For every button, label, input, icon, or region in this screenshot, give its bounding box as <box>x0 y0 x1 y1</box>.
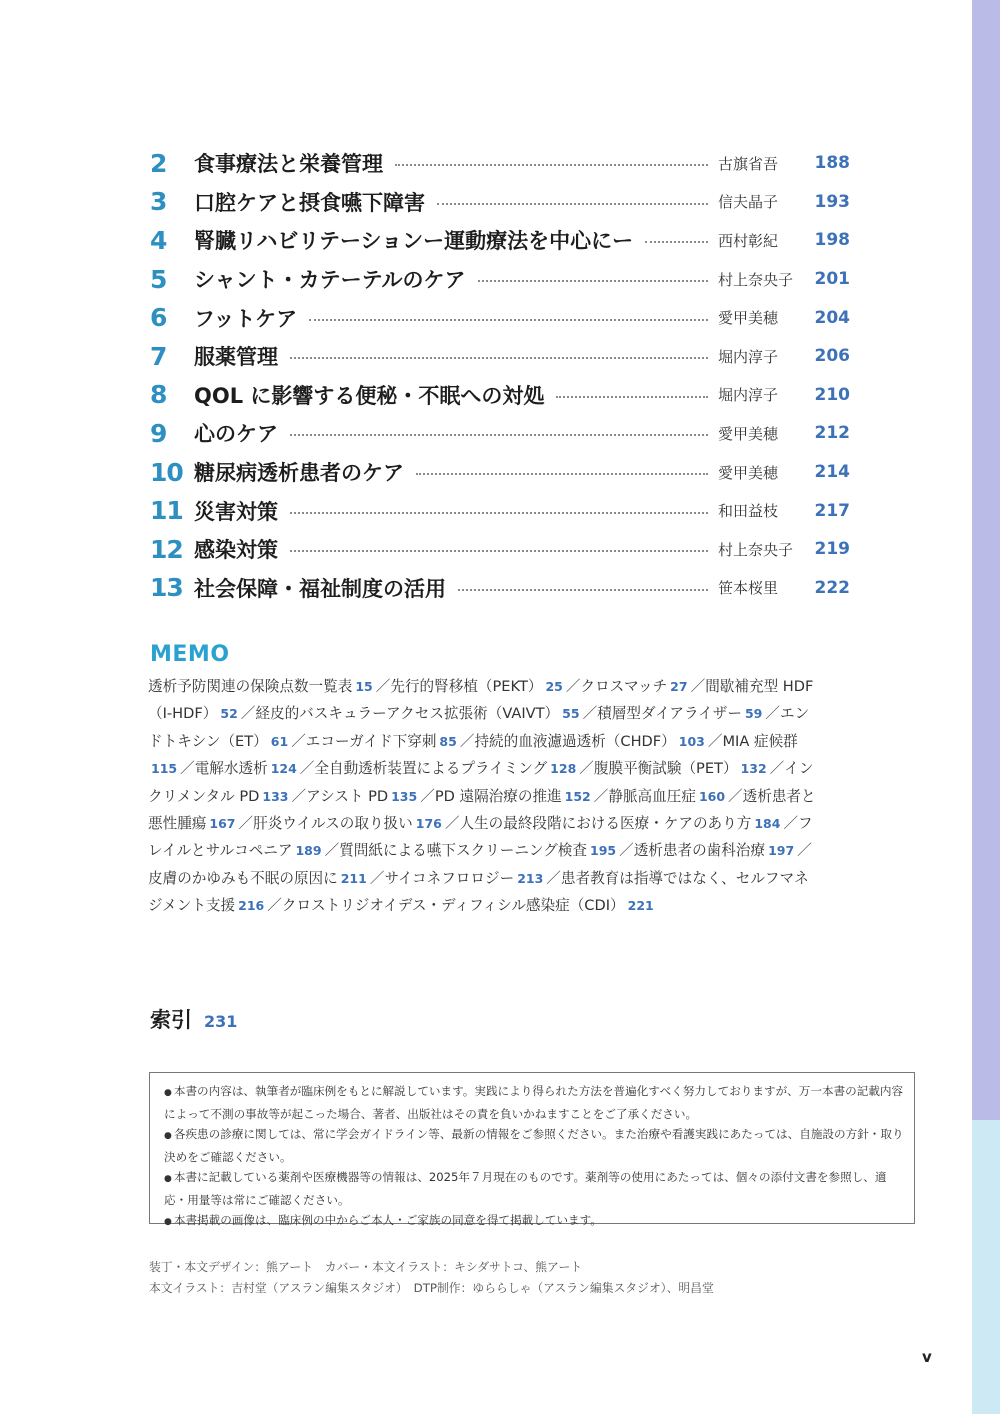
notice-text: 本書の内容は、執筆者が臨床例をもとに解説しています。実践により得られた方法を普遍化すべく努力しておりますが、万一本書の記載内容によって不測の事故等が起こった場合、著者、出版社はその責を負いかねますことをご了承ください。 <box>164 1084 904 1121</box>
memo-item-text: アシスト PD <box>306 787 389 805</box>
memo-item[interactable] <box>148 870 370 887</box>
toc-author: 和田益枝 <box>718 502 779 521</box>
memo-item-text: 質問紙による嚥下スクリーニング検査 <box>339 842 587 860</box>
toc-title: フットケア <box>194 306 298 331</box>
toc-title: 口腔ケアと摂食嚥下障害 <box>194 190 425 215</box>
toc-number: 11 <box>150 496 183 526</box>
toc-page-number: 204 <box>814 307 850 328</box>
toc-title: 腎臓リハビリテーションー運動療法を中心にー <box>194 229 634 254</box>
toc-row[interactable] <box>150 569 850 608</box>
memo-item[interactable] <box>306 733 460 750</box>
memo-item-page: 167 <box>209 816 236 832</box>
memo-item[interactable] <box>580 678 690 695</box>
memo-item-text: 先行的腎移植（PEKT） <box>390 678 543 695</box>
toc-author: 愛甲美穂 <box>718 463 779 482</box>
toc-page-number: 188 <box>814 153 850 174</box>
memo-separator: ／ <box>582 705 598 723</box>
memo-separator: ／ <box>783 815 799 833</box>
memo-item-text: 積層型ダイアライザー <box>597 705 742 723</box>
memo-item-text: PD 遠隔治療の推進 <box>434 787 562 805</box>
memo-list <box>148 673 820 920</box>
toc-row[interactable] <box>150 530 850 569</box>
memo-separator: ／ <box>579 760 594 778</box>
toc-row[interactable] <box>150 183 850 222</box>
dot-leader <box>645 241 708 243</box>
memo-item[interactable] <box>474 733 707 750</box>
toc-page-number: 212 <box>814 423 850 444</box>
memo-item-page: 25 <box>545 679 563 694</box>
notice-text: 本書に記載している薬剤や医療機器等の情報は、2025年７月現在のものです。薬剤等の使用にあたっては、個々の添付文書を参照し、適応・用量等は常にご確認ください。 <box>164 1170 887 1207</box>
bullet-icon: ● <box>164 1088 172 1098</box>
toc-author: 西村彰紀 <box>718 231 779 250</box>
memo-item-page: 59 <box>744 706 763 722</box>
side-tab-lavender <box>972 0 1000 1120</box>
memo-item[interactable] <box>339 842 619 859</box>
toc-number: 9 <box>150 418 167 448</box>
dot-leader <box>556 396 708 398</box>
memo-item-text: 透析患者と悪性腫瘍 <box>148 787 816 833</box>
memo-item-text: 腹膜平衡試験（PET） <box>593 760 738 778</box>
toc-author: 堀内淳子 <box>718 347 779 366</box>
toc-number: 6 <box>150 303 167 333</box>
dot-leader <box>290 357 708 359</box>
memo-separator: ／ <box>240 705 256 723</box>
notice-text: 本書掲載の画像は、臨床例の中からご本人・ご家族の同意を得て掲載しています。 <box>173 1213 602 1227</box>
toc-number: 2 <box>150 148 167 178</box>
memo-item[interactable] <box>634 842 797 859</box>
dot-leader <box>437 203 708 205</box>
toc-author: 笹本桜里 <box>718 579 779 598</box>
memo-separator: ／ <box>546 869 561 887</box>
side-tab-light-blue <box>972 1120 1000 1414</box>
memo-item-page: 160 <box>698 788 726 804</box>
toc-title: 感染対策 <box>194 538 278 563</box>
memo-item-text: 間歇補充型 HDF（I-HDF） <box>148 678 814 723</box>
memo-separator: ／ <box>728 787 743 805</box>
memo-item-page: 221 <box>627 898 654 914</box>
memo-separator: ／ <box>291 732 306 750</box>
memo-separator: ／ <box>420 787 435 805</box>
toc-page-number: 210 <box>814 384 850 405</box>
toc-number: 10 <box>150 457 183 487</box>
dot-leader <box>416 473 708 475</box>
toc-row[interactable] <box>150 414 850 453</box>
page-number: v <box>922 1348 932 1366</box>
memo-item-page: 55 <box>562 706 580 722</box>
memo-item-text: 経皮的バスキュラーアクセス拡張術（VAIVT） <box>255 705 560 723</box>
toc-author: 村上奈央子 <box>718 270 794 289</box>
memo-separator: ／ <box>797 842 812 860</box>
toc-row[interactable] <box>150 491 850 530</box>
toc-title: 心のケア <box>194 422 278 447</box>
memo-item-text: 透析予防関連の保険点数一覧表 <box>148 678 353 695</box>
toc-author: 古旗省吾 <box>718 154 779 173</box>
memo-item-text: 人生の最終段階における医療・ケアのあり方 <box>459 815 752 833</box>
toc-author: 堀内淳子 <box>718 386 779 405</box>
memo-item[interactable] <box>314 760 579 777</box>
notice-item <box>164 1167 904 1210</box>
bullet-icon: ● <box>164 1131 172 1141</box>
memo-item-page: 132 <box>740 761 767 777</box>
memo-item-text: インクリメンタル PD <box>148 760 814 805</box>
toc-title: 食事療法と栄養管理 <box>194 152 383 177</box>
dot-leader <box>395 164 708 166</box>
toc-row[interactable] <box>150 144 850 183</box>
memo-item-page: 52 <box>220 706 238 722</box>
toc-row[interactable] <box>150 453 850 492</box>
memo-separator: ／ <box>299 760 315 778</box>
toc-page-number: 217 <box>814 500 850 521</box>
toc-author: 村上奈央子 <box>718 540 794 559</box>
memo-separator: ／ <box>565 678 581 695</box>
toc-number: 3 <box>150 187 167 217</box>
toc-page-number: 206 <box>814 346 850 367</box>
dot-leader <box>458 589 708 591</box>
memo-item-page: 115 <box>151 761 178 777</box>
toc-number: 4 <box>150 225 167 255</box>
memo-item-text: クロストリジオイデス・ディフィシル感染症（CDI） <box>281 897 625 915</box>
memo-item-page: 128 <box>550 761 577 777</box>
memo-separator: ／ <box>180 760 195 778</box>
memo-item-page: 133 <box>262 788 289 804</box>
memo-item-text: 患者教育は指導ではなく、セルフマネジメント支援 <box>148 869 809 915</box>
memo-item-page: 61 <box>270 733 289 749</box>
memo-separator: ／ <box>619 842 634 860</box>
notice-item <box>164 1210 904 1233</box>
bullet-icon: ● <box>164 1217 172 1227</box>
dot-leader <box>290 434 708 436</box>
memo-separator: ／ <box>690 678 706 695</box>
credits-line: 装丁・本文デザイン：熊アート カバー・本文イラスト：キシダサトコ、熊アート <box>149 1260 583 1274</box>
memo-item-text: エンドトキシン（ET） <box>148 705 810 750</box>
memo-item[interactable] <box>597 705 765 722</box>
toc-title: 災害対策 <box>194 499 278 524</box>
memo-item-page: 189 <box>295 843 322 859</box>
toc-row[interactable] <box>150 298 850 337</box>
memo-item-page: 176 <box>415 816 442 832</box>
dot-leader <box>478 280 708 282</box>
toc-row[interactable] <box>150 221 850 260</box>
toc-author: 信夫晶子 <box>718 193 779 212</box>
memo-item-page: 27 <box>670 679 688 694</box>
memo-separator: ／ <box>324 842 340 860</box>
toc-number: 8 <box>150 380 167 410</box>
memo-item[interactable] <box>306 788 420 805</box>
memo-item-page: 213 <box>517 870 544 886</box>
toc-title: 社会保障・福祉制度の活用 <box>194 576 446 601</box>
table-of-contents <box>150 144 850 607</box>
notice-box <box>149 1072 915 1227</box>
memo-separator: ／ <box>459 732 475 750</box>
memo-separator: ／ <box>765 705 780 723</box>
memo-heading: MEMO <box>150 642 230 667</box>
memo-item-page: 103 <box>678 733 705 749</box>
memo-separator: ／ <box>593 787 609 805</box>
credits-line: 本文イラスト：吉村堂（アスラン編集スタジオ） DTP制作：ゆららしゃ（アスラン編集スタジオ）、明昌堂 <box>149 1281 714 1295</box>
bullet-icon: ● <box>164 1174 172 1184</box>
memo-separator: ／ <box>267 897 282 915</box>
toc-author: 愛甲美穂 <box>718 424 779 443</box>
memo-item[interactable] <box>282 897 657 914</box>
toc-title: シャント・カテーテルのケア <box>194 268 466 293</box>
memo-item[interactable] <box>435 788 594 805</box>
memo-item-page: 195 <box>590 843 617 859</box>
toc-author: 愛甲美穂 <box>718 309 779 328</box>
memo-item-text: 全自動透析装置によるプライミング <box>314 760 548 778</box>
toc-page-number: 214 <box>814 462 850 483</box>
memo-item-page: 85 <box>439 733 457 749</box>
memo-item-page: 211 <box>340 870 367 886</box>
memo-item-text: 持続的血液濾過透析（CHDF） <box>474 732 676 750</box>
memo-item-page: 15 <box>355 679 373 694</box>
toc-number: 13 <box>150 573 183 603</box>
memo-item-text: サイコネフロロジー <box>384 869 515 887</box>
memo-separator: ／ <box>444 815 460 833</box>
memo-item-page: 197 <box>768 843 795 859</box>
memo-item[interactable] <box>255 705 582 722</box>
index-entry[interactable] <box>150 1004 237 1034</box>
toc-page-number: 198 <box>814 230 850 251</box>
memo-item[interactable] <box>253 815 445 832</box>
dot-leader <box>309 319 708 321</box>
memo-item-page: 135 <box>391 788 418 804</box>
toc-number: 7 <box>150 341 167 371</box>
memo-item-page: 124 <box>270 761 297 777</box>
memo-item[interactable] <box>195 760 300 777</box>
toc-page-number: 193 <box>814 191 850 212</box>
notice-item <box>164 1124 904 1167</box>
memo-separator: ／ <box>291 787 307 805</box>
memo-item-page: 184 <box>754 816 781 832</box>
memo-item[interactable] <box>594 760 770 777</box>
memo-item[interactable] <box>390 678 566 695</box>
toc-title: 服薬管理 <box>194 345 278 370</box>
memo-item-text: MIA 症候群 <box>722 732 798 750</box>
toc-page-number: 201 <box>814 269 850 290</box>
memo-item-text: 静脈高血圧症 <box>608 787 696 805</box>
credits <box>149 1257 714 1299</box>
toc-title: 糖尿病透析患者のケア <box>194 461 404 486</box>
memo-item-text: 肝炎ウイルスの取り扱い <box>253 815 413 833</box>
toc-row[interactable] <box>150 337 850 376</box>
toc-title: QOL に影響する便秘・不眠への対処 <box>194 383 545 408</box>
memo-item-text: 皮膚のかゆみも不眠の原因に <box>148 869 338 887</box>
notice-item <box>164 1081 904 1124</box>
memo-item-text: 透析患者の歯科治療 <box>633 842 766 860</box>
memo-item-page: 216 <box>238 898 265 914</box>
memo-item-text: エコーガイド下穿刺 <box>305 732 437 750</box>
memo-separator: ／ <box>707 732 723 750</box>
memo-separator: ／ <box>375 678 391 695</box>
memo-item[interactable] <box>148 678 376 695</box>
index-label: 索引 <box>150 1008 192 1032</box>
dot-leader <box>290 512 708 514</box>
memo-separator: ／ <box>238 815 254 833</box>
toc-number: 12 <box>150 534 183 564</box>
memo-item[interactable] <box>608 788 728 805</box>
notice-text: 各疾患の診療に関しては、常に学会ガイドライン等、最新の情報をご参照ください。また治療や看護実践にあたっては、自施設の方針・取り決めをご確認ください。 <box>164 1127 904 1164</box>
toc-page-number: 222 <box>814 577 850 598</box>
toc-number: 5 <box>150 264 167 294</box>
memo-item-page: 152 <box>564 788 591 804</box>
memo-item[interactable] <box>459 815 783 832</box>
memo-item-text: 電解水透析 <box>194 760 268 778</box>
dot-leader <box>290 550 708 552</box>
toc-row[interactable] <box>150 376 850 415</box>
memo-separator: ／ <box>769 760 785 778</box>
memo-item-text: フレイルとサルコペニア <box>148 815 813 860</box>
memo-separator: ／ <box>369 869 385 887</box>
index-page-number: 231 <box>204 1012 238 1031</box>
toc-row[interactable] <box>150 260 850 299</box>
memo-item-text: クロスマッチ <box>580 678 668 695</box>
memo-item[interactable] <box>384 870 546 887</box>
toc-page-number: 219 <box>814 539 850 560</box>
